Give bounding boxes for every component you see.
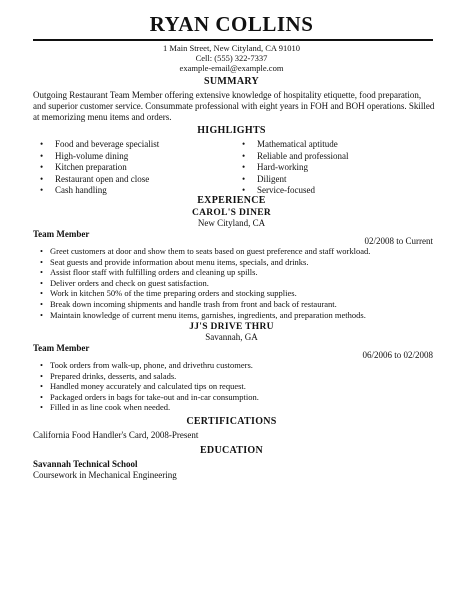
summary-text: Outgoing Restaurant Team Member offering extensive knowledge of hospitality etiquette, food preparation, and superior customer service. Consummate professional with eight years in FOH and BOH operations. Skilled at memorizing menu items and orders. xyxy=(33,90,435,123)
bullet-icon: • xyxy=(40,391,43,402)
bullet-icon: • xyxy=(242,185,246,196)
bullet-icon: • xyxy=(40,288,43,299)
bullet-icon: • xyxy=(40,360,43,370)
highlights-heading: HIGHLIGHTS xyxy=(197,125,266,136)
job-company: CAROL'S DINER xyxy=(191,208,272,218)
list-item xyxy=(40,310,435,321)
summary-heading: SUMMARY xyxy=(203,76,260,87)
list-item xyxy=(40,402,435,413)
bullet-icon: • xyxy=(40,256,43,267)
list-item xyxy=(40,288,435,299)
job-duties-list xyxy=(40,246,435,320)
highlight-text: Mathematical aptitude xyxy=(257,139,338,149)
school-name: Savannah Technical School xyxy=(33,459,138,469)
list-item xyxy=(40,392,435,403)
list-item xyxy=(40,278,435,289)
header-divider xyxy=(33,39,433,41)
list-item xyxy=(40,246,435,257)
duty-text: Work in kitchen 50% of the time preparing orders and stocking supplies. xyxy=(50,288,297,299)
certification-item: California Food Handler's Card, 2008-Present xyxy=(33,430,199,440)
duty-text: Maintain knowledge of current menu items, garnishes, ingredients, and preparation methods. xyxy=(50,309,366,320)
highlight-text: High-volume dining xyxy=(55,150,129,161)
bullet-icon: • xyxy=(40,185,44,196)
contact-phone: Cell: (555) 322-7337 xyxy=(195,53,268,63)
highlights-right-list xyxy=(242,139,427,197)
bullet-icon: • xyxy=(242,162,246,173)
list-item xyxy=(40,139,225,151)
bullet-icon: • xyxy=(40,150,44,161)
highlights-left-list xyxy=(40,139,225,197)
bullet-icon: • xyxy=(40,139,44,149)
bullet-icon: • xyxy=(40,309,43,320)
list-item xyxy=(40,162,225,174)
bullet-icon: • xyxy=(40,298,43,309)
bullet-icon: • xyxy=(40,402,43,413)
list-item xyxy=(40,267,435,278)
contact-address: 1 Main Street, New Cityland, CA 91010 xyxy=(163,43,300,53)
duty-text: Packaged orders in bags for take-out and in-car consumption. xyxy=(50,391,259,402)
highlight-text: Hard-working xyxy=(257,162,308,173)
job-title: Team Member xyxy=(33,343,90,353)
bullet-icon: • xyxy=(40,370,43,381)
highlight-text: Service-focused xyxy=(257,185,315,196)
job-duties-list xyxy=(40,360,435,413)
job-title: Team Member xyxy=(33,229,90,239)
contact-email: example-email@example.com xyxy=(179,63,284,73)
duty-text: Handled money accurately and calculated tips on request. xyxy=(50,381,246,392)
highlight-text: Diligent xyxy=(257,173,287,184)
duty-text: Took orders from walk-up, phone, and drivethru customers. xyxy=(50,360,253,370)
job-dates: 02/2008 to Current xyxy=(364,236,433,246)
job-company: JJ'S DRIVE THRU xyxy=(189,322,274,332)
bullet-icon: • xyxy=(242,150,246,161)
candidate-name: RYAN COLLINS xyxy=(149,12,314,36)
education-heading: EDUCATION xyxy=(199,445,264,456)
list-item xyxy=(242,139,427,151)
highlight-text: Cash handling xyxy=(55,185,107,196)
list-item xyxy=(40,381,435,392)
bullet-icon: • xyxy=(40,173,44,184)
highlight-text: Kitchen preparation xyxy=(55,162,127,173)
list-item xyxy=(40,360,435,371)
bullet-icon: • xyxy=(40,162,44,173)
highlight-text: Restaurant open and close xyxy=(55,173,150,184)
bullet-icon: • xyxy=(40,277,43,288)
job-location: New Cityland, CA xyxy=(197,218,266,228)
bullet-icon: • xyxy=(40,246,43,256)
duty-text: Prepared drinks, desserts, and salads. xyxy=(50,370,177,381)
duty-text: Break down incoming shipments and handle trash from front and back of restaurant. xyxy=(50,298,337,309)
duty-text: Seat guests and provide information about menu items, specials, and drinks. xyxy=(50,256,309,267)
duty-text: Filled in as line cook when needed. xyxy=(50,402,171,413)
education-detail: Coursework in Mechanical Engineering xyxy=(33,470,177,480)
duty-text: Greet customers at door and show them to seats based on guest preference and staff workload. xyxy=(50,246,371,256)
list-item xyxy=(40,151,225,163)
job-dates: 06/2006 to 02/2008 xyxy=(362,350,433,360)
list-item xyxy=(40,299,435,310)
list-item xyxy=(40,371,435,382)
bullet-icon: • xyxy=(242,139,246,149)
duty-text: Assist floor staff with fulfilling orders and cleaning up spills. xyxy=(50,267,258,278)
list-item xyxy=(242,162,427,174)
bullet-icon: • xyxy=(40,267,43,278)
job-location: Savannah, GA xyxy=(205,332,258,342)
certifications-heading: CERTIFICATIONS xyxy=(186,416,277,427)
list-item xyxy=(40,174,225,186)
list-item xyxy=(242,151,427,163)
experience-heading: EXPERIENCE xyxy=(197,195,266,206)
highlight-text: Reliable and professional xyxy=(257,150,349,161)
bullet-icon: • xyxy=(242,173,246,184)
list-item xyxy=(40,257,435,268)
list-item xyxy=(242,174,427,186)
duty-text: Deliver orders and check on guest satisfaction. xyxy=(50,277,209,288)
highlight-text: Food and beverage specialist xyxy=(55,139,160,149)
bullet-icon: • xyxy=(40,381,43,392)
